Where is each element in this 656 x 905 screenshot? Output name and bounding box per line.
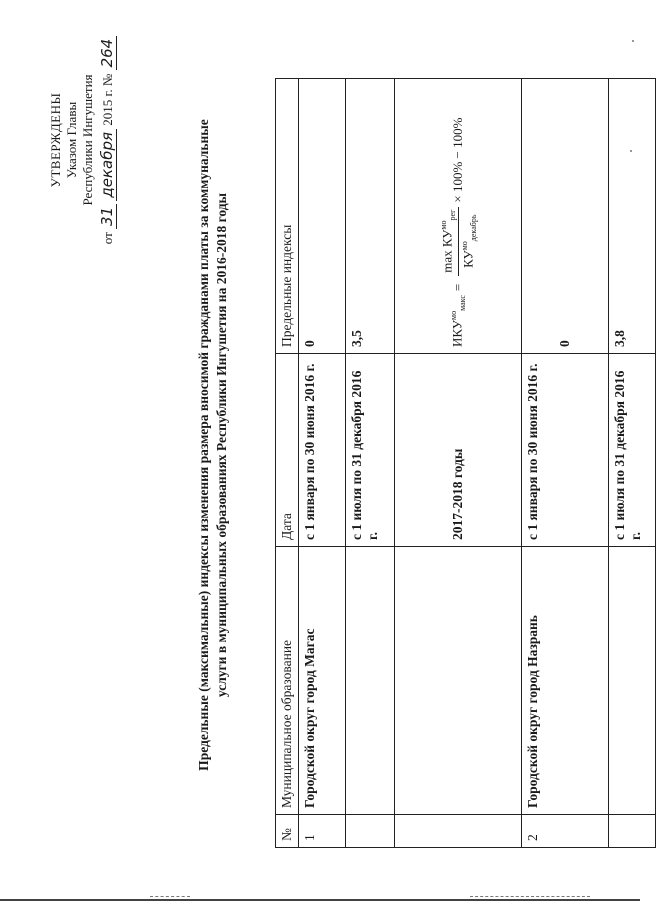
cell-date: 2017-2018 годы (395, 354, 522, 547)
indexes-table (275, 78, 656, 848)
title-line-2: услуги в муниципальных образованиях Республики Ингушетия на 2016-2018 годы (214, 192, 229, 698)
handwritten-month: декабря (98, 129, 117, 201)
header-index: Предельные индексы (276, 79, 299, 354)
cell-index: 0 (299, 79, 346, 354)
approval-title: УТВЕРЖДЕНЫ (48, 92, 63, 188)
table-row (609, 79, 656, 848)
approval-line-republic: Республики Ингушетия (80, 74, 95, 206)
cell-date: с 1 июля по 31 декабря 2016 г. (346, 354, 395, 547)
cell-num (609, 815, 656, 848)
document-title (195, 65, 231, 825)
cell-municipality (395, 547, 522, 815)
formula-fraction (439, 207, 478, 276)
table-row (395, 79, 522, 848)
formula-tail: × 100% − 100% (450, 117, 465, 203)
approval-year: 2015 г. № (100, 73, 115, 126)
approval-line-decree: Указом Главы (64, 101, 79, 179)
cell-index: 0 (522, 79, 609, 354)
cell-municipality (346, 547, 395, 815)
table-row (346, 79, 395, 848)
cell-index-formula (395, 79, 522, 354)
cell-num: 2 (522, 815, 609, 848)
table-row (299, 79, 346, 848)
approval-prefix: от (100, 232, 115, 245)
formula-equals: = (450, 283, 465, 292)
cell-municipality: Городской округ город Назрань (522, 547, 609, 815)
cell-municipality (609, 547, 656, 815)
table-header-row (276, 79, 299, 848)
formula-lhs: $ИКУ^{мо}_{макс}$ (449, 295, 467, 347)
cell-num: 1 (299, 815, 346, 848)
cell-date: с 1 января по 30 июня 2016 г. (522, 354, 609, 547)
cell-index: 3,5 (346, 79, 395, 354)
header-municipality: Муниципальное образование (276, 547, 299, 815)
approval-date-line (99, 5, 116, 275)
title-line-1: Предельные (максимальные) индексы изменения размера вносимой гражданами платы за коммунальные (196, 119, 211, 771)
cell-date: с 1 января по 30 июня 2016 г. (299, 354, 346, 547)
header-date: Дата (276, 354, 299, 547)
cell-num (395, 815, 522, 848)
table-row (522, 79, 609, 848)
cell-municipality: Городской округ город Магас (299, 547, 346, 815)
approval-block (48, 5, 116, 275)
handwritten-day: 31 (98, 204, 117, 229)
header-num: № (276, 815, 299, 848)
cell-index: 3,8 (609, 79, 656, 354)
handwritten-number: 264 (98, 36, 117, 71)
index-formula (439, 118, 478, 347)
cell-date: с 1 июля по 31 декабря 2016 г. (609, 354, 656, 547)
formula-numerator: $\max КУ^{мо}_{рег}$ (439, 207, 459, 276)
formula-denominator: $КУ^{мо}_{декабрь}$ (459, 214, 478, 268)
cell-num (346, 815, 395, 848)
